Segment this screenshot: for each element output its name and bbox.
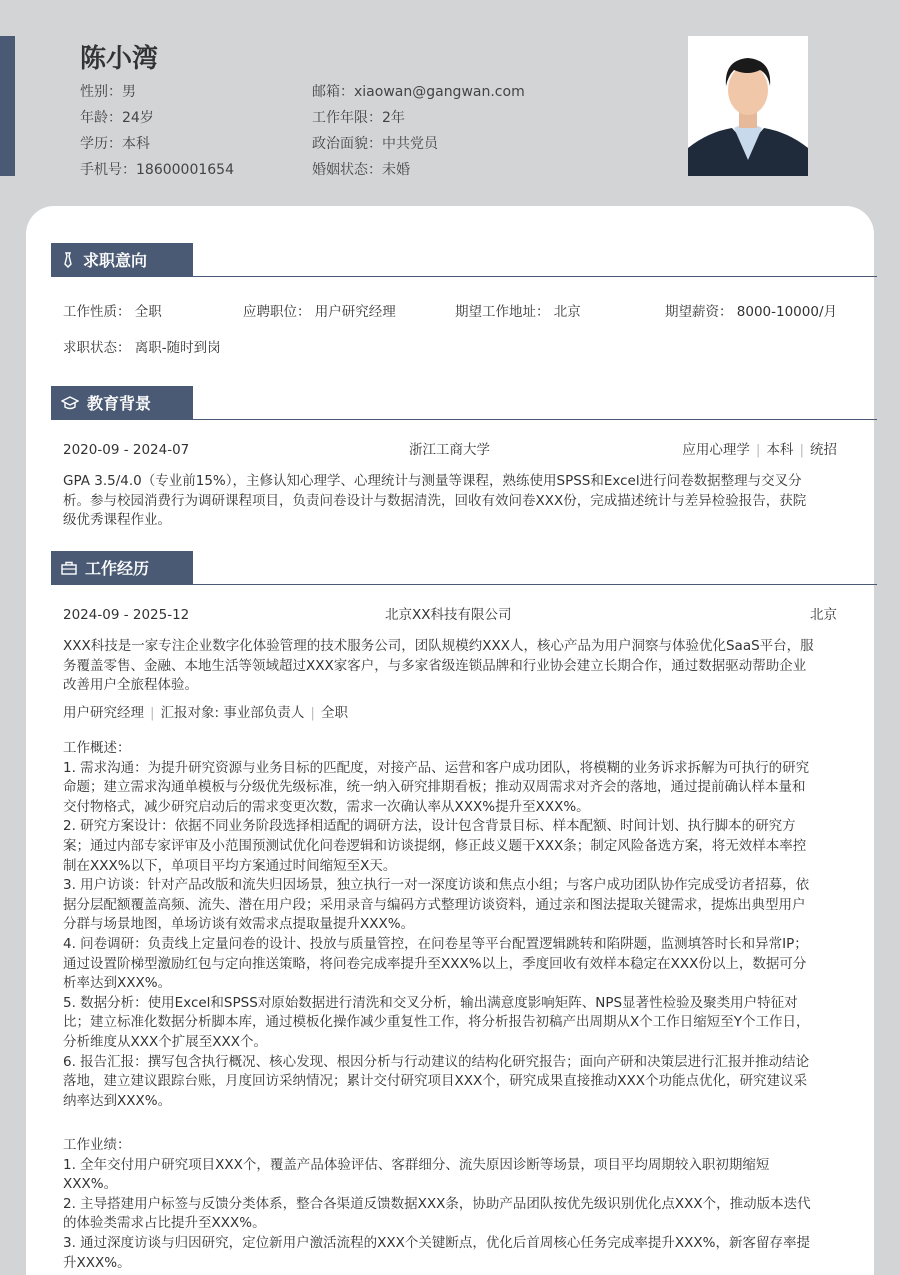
section-title-education: 教育背景 xyxy=(87,394,152,413)
basic-info-left xyxy=(80,82,234,186)
info-work-years: 工作年限：2年 xyxy=(312,110,405,126)
candidate-name: 陈小湾 xyxy=(80,44,159,74)
tie-icon xyxy=(61,252,75,268)
info-email: 邮箱：xiaowan@gangwan.com xyxy=(312,84,525,100)
info-education: 学历：本科 xyxy=(80,136,150,152)
briefcase-icon xyxy=(61,561,77,575)
intent-location: 期望工作地址： 北京 xyxy=(455,304,581,320)
work-company-intro: XXX科技是一家专注企业数字化体验管理的技术服务公司，团队规模约XXX人，核心产品为用户洞察与体验优化SaaS平台，服 务覆盖零售、金融、本地生活等领域超过XXX家客户，与多家省级连锁品牌和行业协会建立长期合作，通过数据驱动帮助企业 改善用户全旅程体验。 xyxy=(63,638,814,694)
work-overview-title: 工作概述： xyxy=(63,740,131,756)
work-kind: 全职 xyxy=(320,705,348,721)
section-title-intent: 求职意向 xyxy=(83,251,148,270)
intent-position: 应聘职位： 用户研究经理 xyxy=(243,304,396,320)
intent-status: 求职状态： 离职-随时到岗 xyxy=(63,340,221,356)
education-description: GPA 3.5/4.0（专业前15%），主修认知心理学、心理统计与测量等课程，熟练使用SPSS和Excel进行问卷数据整理与交叉分 析。参与校园消费行为调研课程项目，负责问卷设计与数据清洗，回收有效问卷XXX份，完成描述统计与差异检验报告，获院 级优秀课程作业。 xyxy=(63,473,807,529)
work-overview: 工作概述： 1. 需求沟通：为提升研究资源与业务目标的匹配度，对接产品、运营和客户成功团队，将模糊的业务诉求拆解为可执行的研究 命题；建立需求沟通单模板与分级优先级标准，统一纳入研究排期看板；推动双周需求对齐会的落地，通过提前确认样本量和 交付物格式，减少研究启动后的需求变更次数，需求一次确认率从XXX%提升至XXX%。 2. 研究方案设计：依据不同业务阶段选择相适配的调研方法，设计包含背景目标、样本配额、时间计划、执行脚本的研究方 案；通过内部专家评审及小范围预测试优化问卷逻辑和访谈提纲，修正歧义题干XXX条；制定风险备选方案，将无效样本率控 制在XXX%以下，单项目平均方案通过时间缩短至X天。 3. 用户访谈：针对产品改版和流失归因场景，独立执行一对一深度访谈和焦点小组；与客户成功团队协作完成受访者招募，依 据分层配额覆盖高频、流失、潜在用户段；采用录音与编码方式整理访谈资料，通过亲和图法提取关键需求，提炼出典型用户 分群与场景地图，单场访谈有效需求点提取量提升XXX%。 4. 问卷调研：负责线上定量问卷的设计、投放与质量管控，在问卷星等平台配置逻辑跳转和陷阱题，监测填答时长和异常IP； 通过设置阶梯型激励红包与定向推送策略，将问卷完成率提升至XXX%以上，季度回收有效样本稳定在XXX份以上，数据可分 析率达到XXX%。 5. 数据分析：使用Excel和SPSS对原始数据进行清洗和交叉分析，输出满意度影响矩阵、NPS显著性检验及聚类用户特征对 比；建立标准化数据分析脚本库，通过模板化操作减少重复性工作，将分析报告初稿产出周期从X个工作日缩短至Y个工作日， 分析维度从XXX个扩展至XXX个。 6. 报告汇报：撰写包含执行概况、核心发现、根因分析与行动建议的结构化研究报告；面向产研和决策层进行汇报并推动结论 落地，建立建议跟踪台账，月度回访采纳情况；累计交付研究项目XXX个，研究成果直接推动XXX个功能点优化，研究建议采 纳率达到XXX%。 xyxy=(63,739,839,1111)
info-political: 政治面貌：中共党员 xyxy=(312,136,438,152)
info-age: 年龄：24岁 xyxy=(80,110,154,126)
work-results-title: 工作业绩： xyxy=(63,1137,131,1153)
section-header-intent xyxy=(51,243,877,277)
intent-salary: 期望薪资： 8000-10000/月 xyxy=(664,304,837,320)
section-header-education xyxy=(51,386,877,420)
work-results: 工作业绩： 1. 全年交付用户研究项目XXX个，覆盖产品体验评估、客群细分、流失原因诊断等场景，项目平均周期较入职初期缩短 XXX%。 2. 主导搭建用户标签与反馈分类体系，整合各渠道反馈数据XXX条，协助产品团队按优先级识别优化点XXX个，推动版本迭代 的体验类需求占比提升至XXX%。 3. 通过深度访谈与归因研究，定位新用户激活流程的XXX个关键断点，优化后首周核心任务完成率提升XXX%，新客留存率提 升XXX%。 xyxy=(63,1136,839,1273)
info-phone: 手机号：18600001654 xyxy=(80,162,234,178)
section-title-work: 工作经历 xyxy=(85,559,150,578)
work-company: 北京XX科技有限公司 xyxy=(385,607,512,623)
section-header-work xyxy=(51,551,877,585)
work-report: 汇报对象: 事业部负责人 xyxy=(160,705,305,721)
work-city: 北京 xyxy=(810,607,837,623)
header-accent-bar xyxy=(0,36,15,176)
intent-nature: 工作性质： 全职 xyxy=(63,304,162,320)
education-school: 浙江工商大学 xyxy=(409,442,490,458)
education-major-degree: 应用心理学 | 本科 | 统招 xyxy=(682,442,837,458)
work-period: 2024-09 - 2025-12 xyxy=(63,607,190,623)
profile-photo xyxy=(688,36,808,176)
basic-info-right xyxy=(312,82,525,186)
education-period: 2020-09 - 2024-07 xyxy=(63,442,190,458)
info-gender: 性别：男 xyxy=(80,84,136,100)
info-marital: 婚姻状态：未婚 xyxy=(312,162,410,178)
work-role: 用户研究经理 xyxy=(63,705,144,721)
graduation-cap-icon xyxy=(61,396,79,410)
